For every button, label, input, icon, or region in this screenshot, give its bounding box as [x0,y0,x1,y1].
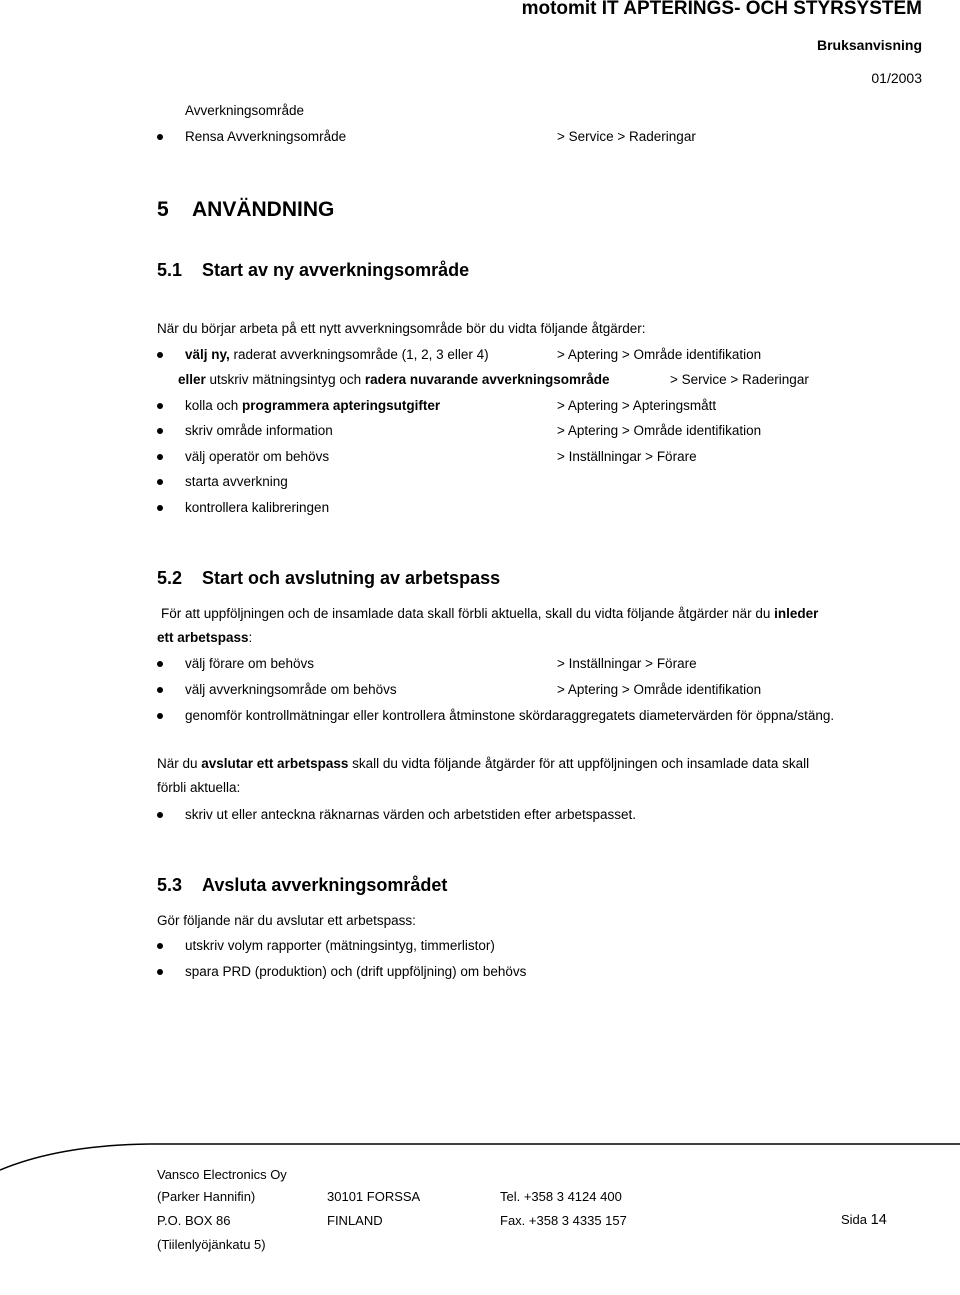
bold-text: programmera apteringsutgifter [242,398,441,413]
bold-text: radera nuvarande avverkningsområde [364,372,610,387]
bold-text: välj ny, [185,347,230,362]
bold-text: avslutar ett arbetspass [201,756,349,771]
list-item: spara PRD (produktion) och (drift uppföljning) om behövs [185,964,527,979]
document-date: 01/2003 [871,70,922,86]
bold-text: eller [178,372,206,387]
bullet-icon [157,352,163,358]
footer-postal: 30101 FORSSA [327,1189,421,1204]
section-5-3-heading [157,875,447,896]
intro-bullet-path: > Service > Raderingar [557,129,696,144]
menu-path: > Aptering > Apteringsmått [557,398,717,413]
intro-line-label: Avverkningsområde [185,103,305,118]
intro-bullet-text: Rensa Avverkningsområde [185,129,347,144]
section-5-1-heading [157,260,469,281]
footer-country: FINLAND [327,1213,383,1228]
paragraph-text: : [248,630,253,645]
bold-text: ett arbetspass [157,630,249,645]
section-5-2-heading [157,568,500,589]
footer-company: Vansco Electronics Oy [157,1167,287,1182]
bullet-icon [157,713,163,719]
bullet-icon [157,505,163,511]
paragraph-text: skall du vidta följande åtgärder för att uppföljningen och insamlade data skall [348,756,810,771]
item-text: kolla och [185,398,243,413]
list-item: välj förare om behövs [185,656,315,671]
footer-box: P.O. BOX 86 [157,1213,231,1228]
section-5-3-intro: Gör följande när du avslutar ett arbetspass: [157,913,416,928]
section-title: ANVÄNDNING [192,198,335,221]
bullet-icon [157,454,163,460]
section-5-1-intro: När du börjar arbeta på ett nytt avverkningsområde bör du vidta följande åtgärder: [157,321,646,336]
title-rest: APTERINGS- OCH STYRSYSTEM [623,0,922,19]
section-number: 5.2 [157,568,183,588]
footer-tel: Tel. +358 3 4124 400 [500,1189,622,1204]
menu-path: > Service > Raderingar [670,372,809,387]
page-number: 14 [870,1212,887,1228]
menu-path: > Aptering > Område identifikation [557,423,762,438]
paragraph-line: förbli aktuella: [157,780,241,795]
section-5-heading [157,198,334,222]
menu-path: > Inställningar > Förare [557,656,697,671]
footer-fax: Fax. +358 3 4335 157 [500,1213,627,1228]
bullet-icon [157,479,163,485]
menu-path: > Inställningar > Förare [557,449,697,464]
document-title [522,0,922,20]
footer-curve-decoration [0,1140,960,1295]
footer-page [841,1212,887,1228]
list-item: skriv ut eller anteckna räknarnas värden och arbetstiden efter arbetspasset. [185,807,636,822]
brand-name: motomit IT [521,0,619,19]
bullet-icon [157,134,163,140]
list-item [185,398,440,413]
list-item: skriv område information [185,423,333,438]
list-item: välj avverkningsområde om behövs [185,682,397,697]
footer-parent: (Parker Hannifin) [157,1189,256,1204]
paragraph-line [161,606,818,621]
bullet-icon [157,969,163,975]
paragraph-text: När du [157,756,202,771]
bullet-icon [157,943,163,949]
section-title: Start av ny avverkningsområde [202,260,470,280]
list-item: genomför kontrollmätningar eller kontrollera åtminstone skördaraggregatets diametervärden för öppna/stäng. [185,708,835,723]
list-item [185,347,489,362]
bullet-icon [157,428,163,434]
paragraph-text: För att uppföljningen och de insamlade data skall förbli aktuella, skall du vidta följande åtgärder när du [161,606,775,621]
menu-path: > Aptering > Område identifikation [557,347,762,362]
bullet-icon [157,812,163,818]
bullet-icon [157,687,163,693]
section-number: 5.1 [157,260,183,280]
section-title: Start och avslutning av arbetspass [202,568,501,588]
bullet-icon [157,661,163,667]
section-title: Avsluta avverkningsområdet [202,875,448,895]
section-number: 5.3 [157,875,183,895]
list-item: utskriv volym rapporter (mätningsintyg, timmerlistor) [185,938,495,953]
item-text: utskriv mätningsintyg och [205,372,365,387]
page-label: Sida [841,1212,868,1227]
document-subtitle: Bruksanvisning [816,37,922,53]
bold-text: inleder [774,606,819,621]
paragraph-line [157,630,252,645]
list-item: välj operatör om behövs [185,449,330,464]
paragraph-line [157,756,809,771]
item-text: raderat avverkningsområde (1, 2, 3 eller 4) [229,347,489,362]
footer-street: (Tiilenlyöjänkatu 5) [157,1237,266,1252]
list-item: kontrollera kalibreringen [185,500,330,515]
bullet-icon [157,403,163,409]
menu-path: > Aptering > Område identifikation [557,682,762,697]
section-number: 5 [157,198,169,221]
page-footer [0,1140,960,1295]
list-item-or [178,372,609,387]
list-item: starta avverkning [185,474,288,489]
